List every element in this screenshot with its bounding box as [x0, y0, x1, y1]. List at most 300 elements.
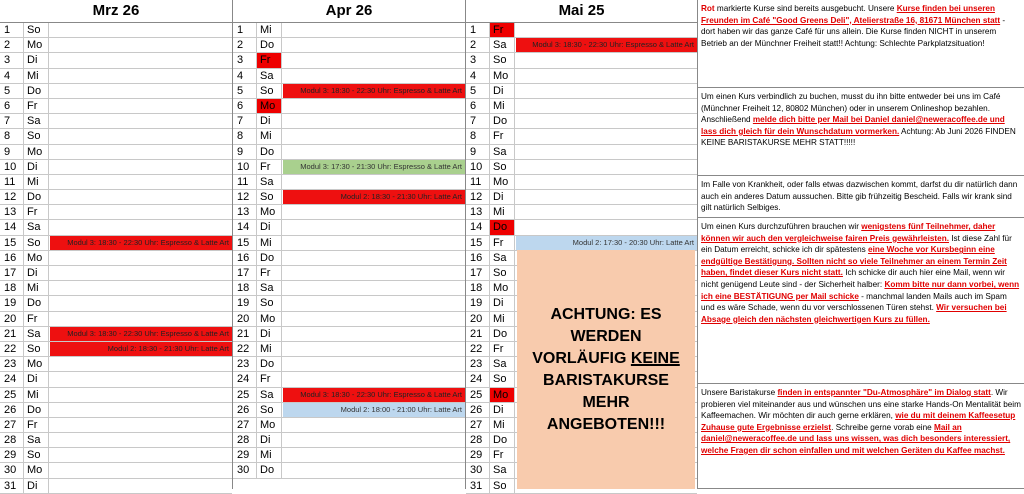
day-row	[0, 479, 232, 494]
weekday: Do	[256, 251, 282, 265]
weekday: Di	[23, 479, 49, 493]
month-column-mrz	[0, 0, 232, 492]
day-row	[0, 145, 232, 160]
day-number: 3	[4, 54, 11, 67]
day-number: 4	[237, 69, 244, 82]
day-number: 11	[470, 175, 482, 188]
weekday: So	[489, 53, 515, 67]
weekday: Sa	[256, 281, 282, 295]
day-number: 6	[237, 99, 244, 112]
day-row	[0, 448, 232, 463]
weekday: Sa	[256, 388, 282, 402]
day-row	[0, 266, 232, 281]
info-highlight: finden in entspannter "Du-Atmosphäre" im Dialog statt	[777, 388, 991, 397]
day-number: 27	[470, 418, 483, 431]
weekday: Sa	[23, 433, 49, 447]
info-text: Ich schicke dir auch hier eine Mail, wenn wir nicht genügend Leute sind - der Sicherheit halber:	[701, 268, 1005, 289]
month-header: Mrz 26	[0, 0, 232, 23]
weekday: Di	[256, 114, 282, 128]
day-row	[233, 145, 465, 160]
weekday: Do	[256, 38, 282, 52]
info-text: - dort haben wir das ganze Café für uns allein. Die Kurse finden NICHT in unserem Betrieb an der Münchner Freiheit statt!! Achtung: Schlechte Parkplatzsituation!	[701, 15, 1006, 48]
day-row	[0, 251, 232, 266]
weekday: Mo	[23, 357, 49, 371]
weekday: So	[23, 448, 49, 462]
weekday: Do	[489, 327, 515, 341]
day-number: 10	[470, 160, 483, 173]
day-number: 26	[237, 403, 250, 416]
day-number: 16	[470, 251, 483, 264]
day-number: 22	[4, 342, 17, 355]
day-row	[466, 38, 697, 53]
day-number: 11	[237, 175, 249, 188]
day-row	[0, 38, 232, 53]
weekday: Sa	[23, 220, 49, 234]
day-row	[233, 129, 465, 144]
day-row	[0, 99, 232, 114]
day-row	[233, 84, 465, 99]
day-row	[233, 388, 465, 403]
day-number: 10	[237, 160, 250, 173]
weekday: Di	[23, 372, 49, 386]
weekday: Fr	[489, 236, 515, 250]
day-number: 17	[4, 267, 17, 279]
day-row	[233, 327, 465, 342]
day-number: 17	[470, 267, 483, 279]
day-number: 28	[237, 434, 250, 447]
weekday: Fr	[489, 23, 515, 37]
info-panel-booked	[697, 0, 1024, 88]
day-row	[0, 327, 232, 342]
month-header: Mai 25	[466, 0, 697, 23]
day-row	[233, 69, 465, 84]
day-number: 10	[4, 160, 17, 173]
day-number: 18	[237, 282, 250, 295]
day-row	[466, 129, 697, 144]
weekday: So	[256, 190, 282, 204]
day-number: 1	[237, 24, 244, 36]
day-row	[466, 190, 697, 205]
day-number: 29	[4, 449, 17, 462]
info-text: Um einen Kurs verbindlich zu buchen, musst du ihn bitte entweder bei uns im Café (Münchner Freiheit 12, 80802 München) oder in unserem Onlineshop bezahlen. Anschließend	[701, 92, 1001, 125]
notice-keine: KEINE	[630, 349, 680, 367]
day-row	[233, 266, 465, 281]
weekday: Sa	[23, 327, 49, 341]
day-number: 14	[4, 221, 17, 234]
day-number: 20	[4, 312, 17, 325]
weekday: So	[256, 296, 282, 310]
weekday: Fr	[23, 312, 49, 326]
day-number: 23	[237, 358, 250, 371]
day-number: 12	[237, 191, 250, 204]
day-row	[0, 403, 232, 418]
day-number: 11	[4, 175, 16, 188]
day-row	[0, 205, 232, 220]
day-number: 23	[4, 358, 17, 371]
day-row	[233, 53, 465, 68]
info-text: . Schreibe gerne vorab eine	[831, 422, 935, 432]
day-row	[0, 281, 232, 296]
weekday: Di	[23, 266, 49, 280]
info-highlight: wenigstens fünf Teilnehmer, daher können wir auch den vergleichweise fairen Preis gewährleisten.	[701, 222, 996, 243]
weekday: Mi	[489, 205, 515, 219]
day-number: 29	[470, 449, 483, 462]
day-number: 4	[470, 69, 477, 82]
weekday: Mi	[256, 129, 282, 143]
month-header: Apr 26	[233, 0, 465, 23]
weekday: Di	[256, 433, 282, 447]
day-row	[0, 175, 232, 190]
day-number: 27	[4, 418, 17, 431]
day-number: 14	[470, 221, 483, 234]
day-row	[0, 160, 232, 175]
day-row	[233, 114, 465, 129]
weekday: Di	[489, 403, 515, 417]
day-list	[0, 23, 232, 494]
course-event[interactable]: Modul 2: 18:30 - 21:30 Uhr: Latte Art	[283, 190, 465, 204]
notice-text-1: ACHTUNG: ES WERDEN VORLÄUFIG	[532, 305, 662, 367]
weekday: So	[256, 403, 282, 417]
day-number: 12	[4, 191, 17, 204]
weekday: Fr	[23, 99, 49, 113]
weekday: Mi	[489, 99, 515, 113]
weekday: So	[23, 129, 49, 143]
day-number: 31	[470, 479, 483, 492]
course-event[interactable]: Modul 3: 18:30 - 22:30 Uhr: Espresso & Latte Art	[50, 327, 232, 341]
day-number: 1	[470, 24, 477, 36]
course-event[interactable]: Modul 3: 18:30 - 22:30 Uhr: Espresso & Latte Art	[50, 236, 232, 250]
day-row	[0, 312, 232, 327]
day-number: 2	[4, 39, 11, 52]
day-number: 21	[4, 327, 17, 340]
day-number: 24	[470, 373, 483, 386]
day-number: 19	[470, 297, 483, 310]
info-highlight: Komm bitte nur dann vorbei, wenn ich eine BESTÄTIGUNG per Mail schicke	[701, 279, 1020, 301]
weekday: So	[489, 160, 515, 174]
weekday: Mo	[489, 281, 515, 295]
day-row	[233, 296, 465, 311]
day-number: 12	[470, 191, 483, 204]
day-row	[233, 99, 465, 114]
day-row	[0, 388, 232, 403]
weekday: Sa	[256, 175, 282, 189]
day-row	[233, 463, 465, 478]
day-row	[466, 53, 697, 68]
weekday: Fr	[23, 418, 49, 432]
weekday: Mo	[23, 463, 49, 477]
weekday: Mi	[23, 281, 49, 295]
day-number: 18	[4, 282, 17, 295]
info-panel-atmosphere	[697, 384, 1024, 489]
day-row	[0, 463, 232, 478]
day-number: 31	[4, 479, 17, 492]
course-event[interactable]: Modul 3: 18:30 - 22:30 Uhr: Espresso & Latte Art	[283, 388, 465, 402]
weekday: Fr	[256, 53, 282, 67]
day-number: 21	[237, 327, 250, 340]
info-highlight: Kurse finden bei unseren Freunden im Café "Good Greens Deli", Atelierstraße 16, 81671 München statt	[701, 4, 1001, 25]
day-row	[233, 357, 465, 372]
weekday: Di	[489, 84, 515, 98]
weekday: So	[489, 266, 515, 280]
weekday: Fr	[489, 448, 515, 462]
month-column-apr	[232, 0, 465, 489]
day-number: 7	[237, 115, 244, 128]
weekday: Do	[23, 403, 49, 417]
weekday: Mi	[256, 23, 282, 37]
day-number: 3	[470, 54, 477, 67]
weekday: Mi	[489, 312, 515, 326]
weekday: Do	[256, 463, 282, 477]
weekday: Di	[256, 327, 282, 341]
info-highlight: melde dich bitte per Mail bei Daniel daniel@neweracoffee.de und lass dich gleich für dein Wunschdatum vormerken.	[701, 115, 1005, 136]
day-row	[233, 342, 465, 357]
day-row	[0, 69, 232, 84]
weekday: Mi	[23, 175, 49, 189]
day-number: 1	[4, 24, 11, 36]
day-row	[466, 236, 697, 251]
weekday: Sa	[489, 38, 515, 52]
day-number: 16	[237, 251, 250, 264]
course-event[interactable]: Modul 3: 18:30 - 22:30 Uhr: Espresso & Latte Art	[516, 38, 697, 52]
weekday: Fr	[256, 266, 282, 280]
info-highlight: Rot	[701, 4, 715, 13]
day-row	[466, 69, 697, 84]
day-number: 5	[470, 84, 477, 97]
weekday: Sa	[489, 145, 515, 159]
weekday: Di	[23, 53, 49, 67]
weekday: Fr	[23, 205, 49, 219]
weekday: Mo	[256, 205, 282, 219]
info-text: - manchmal landen Mails auch im Spam und es wäre Schade, wenn du vor verschlossenen Türen stehst.	[701, 291, 1007, 313]
day-row	[233, 175, 465, 190]
day-number: 9	[237, 145, 244, 158]
day-row	[233, 403, 465, 418]
weekday: So	[489, 479, 515, 493]
day-row	[0, 114, 232, 129]
day-number: 28	[4, 434, 17, 447]
info-panel-illness	[697, 176, 1024, 218]
day-row	[233, 23, 465, 38]
weekday: So	[489, 372, 515, 386]
weekday: Do	[489, 114, 515, 128]
day-row	[233, 281, 465, 296]
info-text: Unsere Baristakurse	[701, 388, 778, 397]
day-number: 8	[237, 130, 244, 143]
weekday: Mi	[256, 448, 282, 462]
day-number: 8	[470, 130, 477, 143]
day-row	[466, 175, 697, 190]
day-number: 17	[237, 267, 250, 279]
day-number: 4	[4, 69, 11, 82]
weekday: Fr	[489, 129, 515, 143]
weekday: Sa	[489, 357, 515, 371]
weekday: Mi	[256, 236, 282, 250]
day-row	[233, 220, 465, 235]
day-list	[233, 23, 465, 479]
info-text: markierte Kurse sind bereits ausgebucht. Unsere	[714, 4, 897, 13]
weekday: Do	[256, 145, 282, 159]
weekday: Sa	[256, 69, 282, 83]
day-row	[0, 129, 232, 144]
day-number: 13	[470, 206, 483, 219]
day-number: 25	[237, 388, 250, 401]
weekday: Mo	[23, 38, 49, 52]
day-number: 15	[470, 236, 483, 249]
day-row	[0, 23, 232, 38]
day-row	[233, 448, 465, 463]
day-row	[233, 190, 465, 205]
course-event[interactable]: Modul 2: 17:30 - 20:30 Uhr: Latte Art	[516, 236, 697, 250]
weekday: Di	[489, 296, 515, 310]
day-number: 30	[237, 464, 250, 477]
weekday: Do	[489, 220, 515, 234]
day-row	[466, 220, 697, 235]
day-number: 6	[470, 99, 477, 112]
weekday: Do	[23, 296, 49, 310]
day-row	[466, 99, 697, 114]
day-number: 7	[4, 115, 11, 128]
weekday: Mo	[23, 145, 49, 159]
day-number: 24	[4, 373, 17, 386]
weekday: Do	[23, 84, 49, 98]
day-number: 30	[470, 464, 483, 477]
weekday: Di	[256, 220, 282, 234]
day-number: 29	[237, 449, 250, 462]
day-number: 22	[237, 342, 250, 355]
weekday: Fr	[256, 160, 282, 174]
day-number: 16	[4, 251, 17, 264]
weekday: Do	[23, 190, 49, 204]
day-number: 15	[237, 236, 250, 249]
day-row	[0, 236, 232, 251]
day-number: 27	[237, 418, 250, 431]
day-row	[0, 372, 232, 387]
weekday: Sa	[489, 251, 515, 265]
day-number: 19	[4, 297, 17, 310]
no-courses-notice	[517, 250, 695, 489]
day-number: 14	[237, 221, 250, 234]
day-row	[0, 418, 232, 433]
day-number: 21	[470, 327, 483, 340]
day-row	[0, 342, 232, 357]
weekday: Do	[489, 433, 515, 447]
day-number: 20	[237, 312, 250, 325]
course-event[interactable]: Modul 3: 18:30 - 22:30 Uhr: Espresso & Latte Art	[283, 84, 465, 98]
day-row	[233, 433, 465, 448]
weekday: So	[23, 342, 49, 356]
weekday: Sa	[23, 114, 49, 128]
weekday: Mo	[23, 251, 49, 265]
weekday: Sa	[489, 463, 515, 477]
weekday: Fr	[256, 372, 282, 386]
day-row	[0, 84, 232, 99]
day-row	[466, 114, 697, 129]
weekday: So	[23, 23, 49, 37]
day-number: 15	[4, 236, 17, 249]
day-row	[0, 433, 232, 448]
info-text: Im Falle von Krankheit, oder falls etwas dazwischen kommt, darfst du dir natürlich dann auch ein anderes Datum aussuchen. Bitte gib frühzeitig Bescheid. Falls wir krank sind gilt natürlich Selbiges.	[701, 180, 1018, 213]
weekday: Mo	[256, 312, 282, 326]
day-number: 9	[4, 145, 11, 158]
day-row	[233, 251, 465, 266]
notice-text-2: BARISTAKURSE MEHR ANGEBOTEN!!!	[543, 371, 669, 433]
weekday: Fr	[489, 342, 515, 356]
weekday: Mo	[489, 69, 515, 83]
day-number: 18	[470, 282, 483, 295]
day-number: 2	[237, 39, 244, 52]
day-number: 20	[470, 312, 483, 325]
day-row	[233, 418, 465, 433]
info-text: Achtung: Ab Juni 2026 FINDEN KEINE BARISTAKURSE MEHR STATT!!!!!	[701, 126, 1016, 148]
day-number: 22	[470, 342, 483, 355]
day-row	[233, 38, 465, 53]
day-number: 26	[4, 403, 17, 416]
day-row	[233, 205, 465, 220]
info-text: . Wir probieren viel miteinander aus und wünschen uns eine starke Hands-On Mentalität beim Kaffeemachen. Wir möchten dir auch gerne erklären,	[701, 388, 1021, 421]
day-number: 26	[470, 403, 483, 416]
weekday: Mo	[256, 418, 282, 432]
day-row	[233, 160, 465, 175]
day-number: 5	[237, 84, 244, 97]
info-highlight: eine Woche vor Kursbeginn eine endgültige Bestätigung. Sollten nicht so viele Teilnehmer an einem Termin Zeit haben, findet dieser Kurs nicht statt.	[701, 245, 1007, 278]
info-highlight: Mail an daniel@neweracoffee.de und lass uns wissen, was dich besonders interessiert, welche Fragen dir schon einfallen und mit welchen Geräten du Kaffee machst.	[701, 422, 1011, 455]
day-number: 9	[470, 145, 477, 158]
day-number: 13	[4, 206, 17, 219]
weekday: Di	[23, 160, 49, 174]
day-number: 25	[4, 388, 17, 401]
day-number: 19	[237, 297, 250, 310]
course-event[interactable]: Modul 2: 18:30 - 21:30 Uhr: Latte Art	[50, 342, 232, 356]
day-row	[466, 145, 697, 160]
day-row	[466, 23, 697, 38]
day-number: 23	[470, 358, 483, 371]
day-row	[0, 53, 232, 68]
day-row	[0, 357, 232, 372]
day-row	[233, 372, 465, 387]
day-number: 3	[237, 54, 244, 67]
weekday: Di	[489, 190, 515, 204]
weekday: So	[23, 236, 49, 250]
day-row	[466, 84, 697, 99]
weekday: Mo	[256, 99, 282, 113]
day-number: 6	[4, 99, 11, 112]
day-row	[233, 312, 465, 327]
weekday: Mi	[23, 388, 49, 402]
day-number: 7	[470, 115, 477, 128]
course-event[interactable]: Modul 2: 18:00 - 21:00 Uhr: Latte Art	[283, 403, 465, 417]
day-row	[0, 190, 232, 205]
info-text: Um einen Kurs durchzuführen brauchen wir	[701, 222, 862, 231]
info-panel-booking	[697, 88, 1024, 176]
weekday: Mi	[489, 418, 515, 432]
weekday: Mo	[489, 388, 515, 402]
day-row	[0, 296, 232, 311]
day-row	[466, 205, 697, 220]
day-number: 8	[4, 130, 11, 143]
day-row	[466, 160, 697, 175]
weekday: Mi	[23, 69, 49, 83]
day-number: 25	[470, 388, 483, 401]
weekday: Do	[256, 357, 282, 371]
course-event[interactable]: Modul 3: 17:30 - 21:30 Uhr: Espresso & Latte Art	[283, 160, 465, 174]
day-row	[0, 220, 232, 235]
weekday: So	[256, 84, 282, 98]
day-number: 30	[4, 464, 17, 477]
day-row	[233, 236, 465, 251]
weekday: Mi	[256, 342, 282, 356]
info-panel-participants	[697, 218, 1024, 384]
day-number: 28	[470, 434, 483, 447]
